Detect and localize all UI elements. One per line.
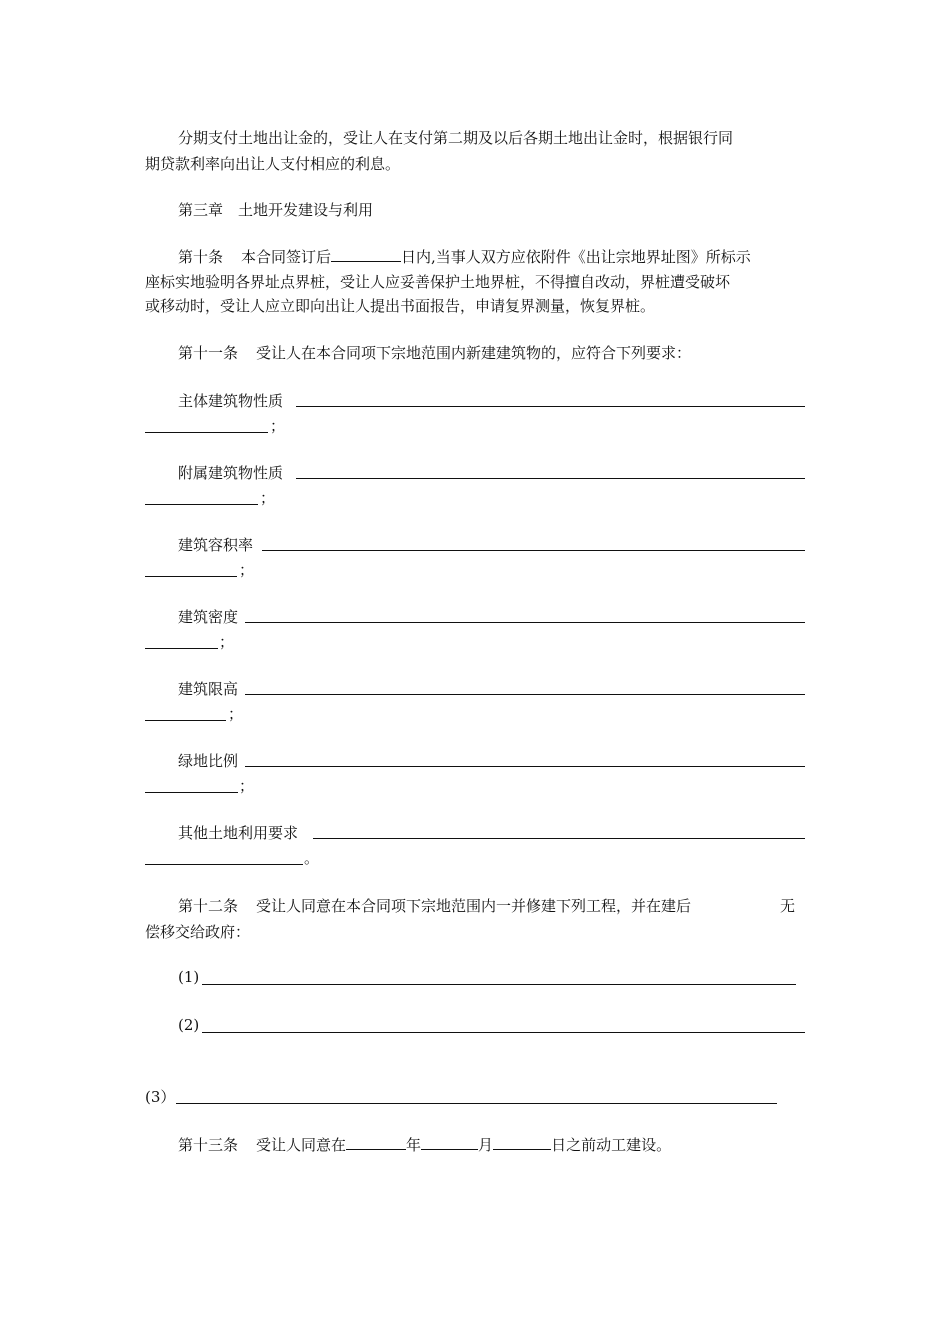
requirement-blank-cont[interactable] [145,431,268,433]
interest-paragraph-line2: 期贷款利率向出让人支付相应的利息。 [145,155,401,173]
requirement-blank[interactable] [245,765,805,767]
requirement-end: ； [270,417,286,435]
requirement-end: ； [239,777,255,795]
requirement-label: 建筑密度 [178,608,239,626]
project-item-number: (1) [178,968,200,986]
article-10-line1 [178,246,751,267]
month-blank[interactable] [421,1134,478,1150]
requirement-label: 建筑容积率 [178,536,254,554]
day-blank[interactable] [493,1134,551,1150]
article-12-line2: 偿移交给政府： [145,923,251,941]
year-label: 年 [406,1136,422,1154]
requirement-end: ； [219,633,235,651]
requirement-end: ； [228,705,244,723]
requirement-label: 主体建筑物性质 [178,392,284,410]
requirement-end: ； [260,489,276,507]
article-13-text: 受让人同意在 [256,1136,347,1154]
article-12-text: 受让人同意在本合同项下宗地范围内一并修建下列工程，并在建后 [256,897,692,915]
days-blank[interactable] [331,246,401,262]
requirement-blank[interactable] [245,621,805,623]
article-12-label: 第十二条 [178,897,239,915]
requirement-blank-cont[interactable] [145,791,238,793]
project-item-blank[interactable] [176,1102,777,1104]
requirement-end: ； [239,561,255,579]
chapter-heading: 第三章 土地开发建设与利用 [178,201,374,219]
article-12-text-end: 无 [780,897,796,915]
article-12-line1 [178,896,691,916]
requirement-blank-cont[interactable] [145,647,218,649]
project-item-number: (3） [145,1088,176,1106]
day-label: 日之前动工建设。 [551,1136,672,1154]
requirement-end: 。 [304,849,320,867]
article-13-label: 第十三条 [178,1136,239,1154]
article-11-label: 第十一条 [178,344,239,362]
requirement-blank-cont[interactable] [145,863,303,865]
requirement-blank[interactable] [296,405,805,407]
requirement-label: 其他土地利用要求 [178,824,299,842]
article-11-text: 受让人在本合同项下宗地范围内新建建筑物的，应符合下列要求： [256,344,692,362]
article-13-line [178,1134,671,1155]
requirement-blank[interactable] [313,837,805,839]
requirement-blank[interactable] [296,477,805,479]
project-item-blank[interactable] [202,1031,805,1033]
article-10-text-b: 日内,当事人双方应依附件《出让宗地界址图》所标示 [401,248,751,266]
interest-paragraph-line1: 分期支付土地出让金的，受让人在支付第二期及以后各期土地出让金时，根据银行同 [178,129,734,147]
requirement-blank[interactable] [245,693,805,695]
article-10-text-a: 本合同签订后 [241,248,332,266]
project-item-blank[interactable] [202,983,796,985]
requirement-label: 绿地比例 [178,752,239,770]
requirement-label: 附属建筑物性质 [178,464,284,482]
requirement-blank[interactable] [262,549,805,551]
requirement-blank-cont[interactable] [145,719,226,721]
year-blank[interactable] [346,1134,406,1150]
requirement-blank-cont[interactable] [145,575,237,577]
article-11-intro [178,343,691,363]
month-label: 月 [478,1136,494,1154]
article-10-line3: 或移动时，受让人应立即向出让人提出书面报告，申请复界测量，恢复界桩。 [145,297,656,315]
project-item-number: (2) [178,1016,200,1034]
requirement-blank-cont[interactable] [145,503,258,505]
article-10-label: 第十条 [178,248,224,266]
requirement-label: 建筑限高 [178,680,239,698]
article-10-line2: 座标实地验明各界址点界桩，受让人应妥善保护土地界桩，不得擅自改动，界桩遭受破坏 [145,273,731,291]
